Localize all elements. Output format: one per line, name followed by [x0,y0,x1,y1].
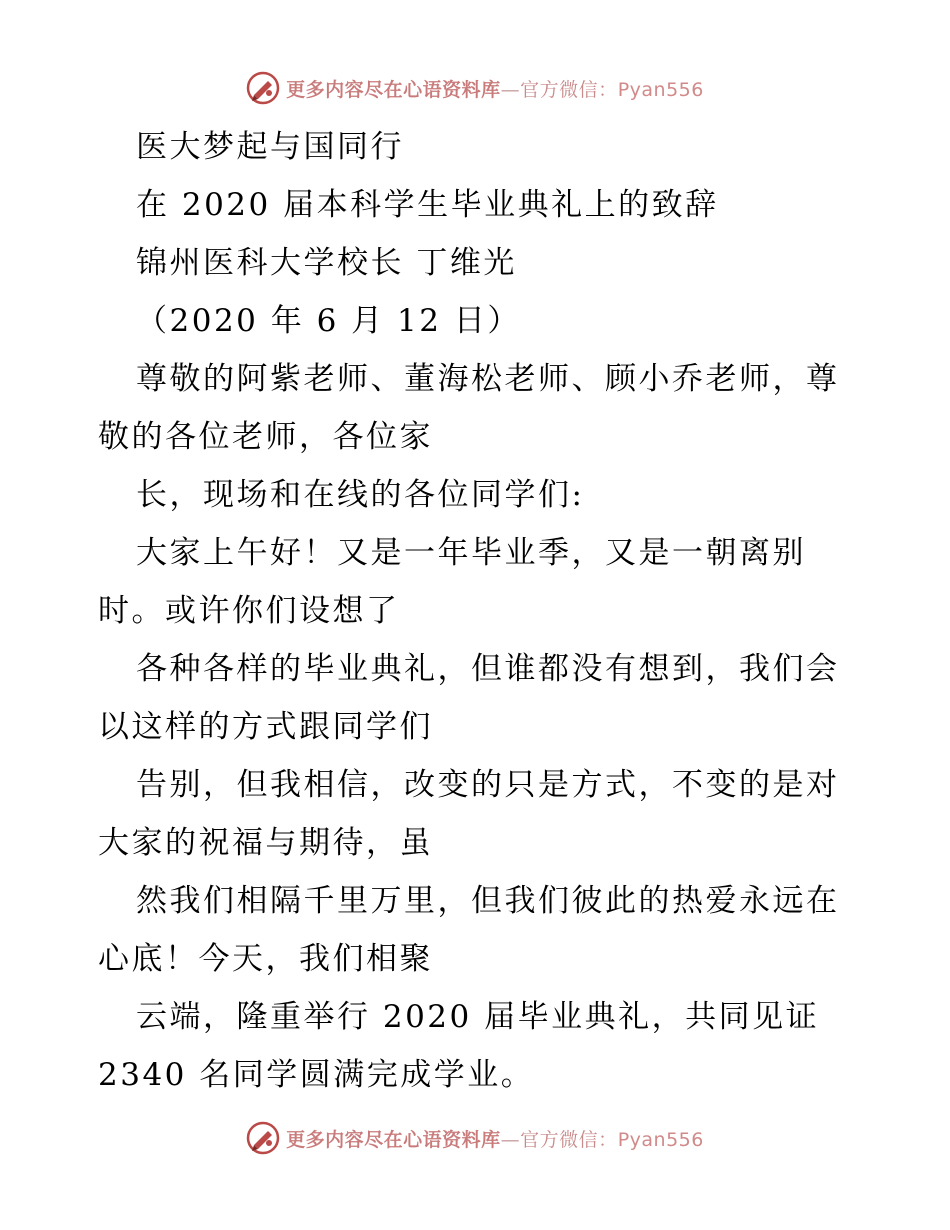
text-line: 尊敬的阿紫老师、董海松老师、顾小乔老师，尊 [136,361,840,397]
pen-logo-icon [246,1121,280,1155]
text-line: 锦州医科大学校长 丁维光 [136,245,517,281]
text-line: （2020 年 6 月 12 日） [136,303,521,339]
text-line: 长，现场和在线的各位同学们: [136,477,585,513]
watermark-separator: — [500,78,521,101]
text-line: 各种各样的毕业典礼，但谁都没有想到，我们会 [136,651,840,687]
text-line: 2340 名同学圆满完成学业。 [98,1057,535,1093]
text-line: 然我们相隔千里万里，但我们彼此的热爱永远在 [136,883,840,919]
watermark-main-text: 更多内容尽在心语资料库 [286,1128,501,1151]
watermark-main-text: 更多内容尽在心语资料库 [286,78,501,101]
header-watermark [0,70,950,106]
watermark-separator: — [500,1128,521,1151]
pen-logo-icon [246,71,280,105]
text-line: 在 2020 届本科学生毕业典礼上的致辞 [136,187,719,223]
footer-watermark [0,1120,950,1156]
text-line: 医大梦起与国同行 [136,129,404,165]
text-line: 大家上午好！又是一年毕业季，又是一朝离别 [136,535,806,571]
watermark-official-label: 官方微信： [520,1128,618,1151]
text-line: 心底！今天，我们相聚 [98,941,433,977]
text-line: 时。或许你们设想了 [98,593,400,629]
watermark-wechat-id: Pyan556 [617,78,704,101]
text-line: 敬的各位老师，各位家 [98,419,433,455]
watermark-official-label: 官方微信： [520,78,618,101]
watermark-wechat-id: Pyan556 [617,1128,704,1151]
text-line: 云端，隆重举行 2020 届毕业典礼，共同见证 [136,999,820,1035]
document-body [98,118,858,1104]
text-line: 大家的祝福与期待，虽 [98,825,433,861]
text-line: 告别，但我相信，改变的只是方式，不变的是对 [136,767,840,803]
text-line: 以这样的方式跟同学们 [98,709,433,745]
